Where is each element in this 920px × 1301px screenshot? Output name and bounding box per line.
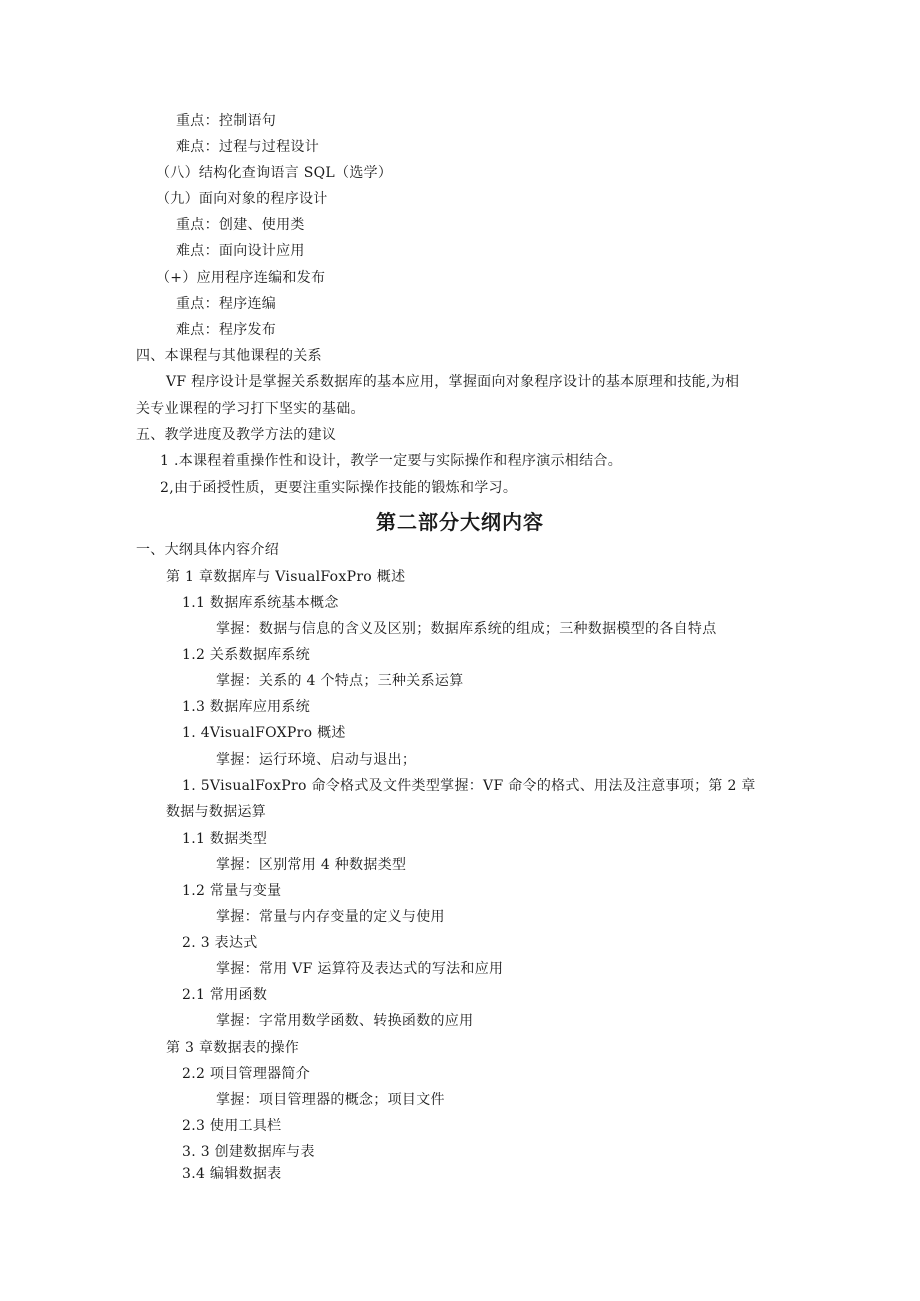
key-point-build: 重点：程序连编 [176, 296, 277, 312]
section-1-2-mastery: 掌握：关系的 4 个特点；三种关系运算 [216, 673, 464, 689]
item-ten-build-release: （+）应用程序连编和发布 [156, 270, 326, 286]
section-3-1: 2.2 项目管理器简介 [182, 1066, 311, 1082]
section-1-5-line-2: 数据与数据运算 [166, 804, 267, 820]
item-nine-oop: （九）面向对象的程序设计 [156, 191, 328, 207]
section-2-2-mastery: 掌握：常量与内存变量的定义与使用 [216, 909, 445, 925]
chapter-3-title: 第 3 章数据表的操作 [166, 1040, 300, 1056]
difficulty-release: 难点：程序发布 [176, 322, 277, 338]
chapter-1-title: 第 1 章数据库与 VisualFoxPro 概述 [166, 569, 406, 585]
section-1-1-mastery: 掌握：数据与信息的含义及区别；数据库系统的组成；三种数据模型的各自特点 [216, 621, 717, 637]
section-five-item-2: 2,由于函授性质，更要注重实际操作技能的锻炼和学习。 [160, 480, 518, 496]
section-3-2: 2.3 使用工具栏 [182, 1118, 282, 1134]
section-3-3: 3. 3 创建数据库与表 [182, 1144, 315, 1160]
section-four-paragraph-line-1: VF 程序设计是掌握关系数据库的基本应用，掌握面向对象程序设计的基本原理和技能,为相 [166, 374, 740, 390]
section-1-4: 1. 4VisualFOXPro 概述 [182, 725, 346, 741]
section-1-2: 1.2 关系数据库系统 [182, 647, 311, 663]
difficulty-procedures: 难点：过程与过程设计 [176, 139, 319, 155]
section-1-5-line-1: 1. 5VisualFoxPro 命令格式及文件类型掌握：VF 命令的格式、用法及注意事项；第 2 章 [182, 778, 756, 794]
key-point-control-statements: 重点：控制语句 [176, 113, 277, 129]
item-eight-sql: （八）结构化查询语言 SQL（选学） [156, 165, 393, 181]
section-four-title: 四、本课程与其他课程的关系 [136, 348, 322, 364]
section-five-item-1: 1 .本课程着重操作性和设计，教学一定要与实际操作和程序演示相结合。 [160, 453, 623, 469]
difficulty-design-application: 难点：面向设计应用 [176, 243, 305, 259]
section-2-1-mastery: 掌握：区别常用 4 种数据类型 [216, 857, 407, 873]
section-2-4: 2.1 常用函数 [182, 987, 268, 1003]
key-point-classes: 重点：创建、使用类 [176, 217, 305, 233]
section-four-paragraph-line-2: 关专业课程的学习打下坚实的基础。 [136, 401, 365, 417]
section-3-4: 3.4 编辑数据表 [182, 1166, 282, 1182]
outline-intro-title: 一、大纲具体内容介绍 [136, 542, 279, 558]
section-2-3: 2. 3 表达式 [182, 935, 258, 951]
section-five-title: 五、教学进度及教学方法的建议 [136, 427, 337, 443]
section-2-2: 1.2 常量与变量 [182, 883, 282, 899]
section-1-3: 1.3 数据库应用系统 [182, 699, 311, 715]
section-2-4-mastery: 掌握：字常用数学函数、转换函数的应用 [216, 1013, 474, 1029]
section-1-4-mastery: 掌握：运行环境、启动与退出； [216, 752, 417, 768]
section-2-3-mastery: 掌握：常用 VF 运算符及表达式的写法和应用 [216, 961, 504, 977]
section-1-1: 1.1 数据库系统基本概念 [182, 595, 339, 611]
section-3-1-mastery: 掌握：项目管理器的概念；项目文件 [216, 1092, 445, 1108]
section-2-1: 1.1 数据类型 [182, 831, 268, 847]
part-two-heading: 第二部分大纲内容 [376, 510, 544, 534]
